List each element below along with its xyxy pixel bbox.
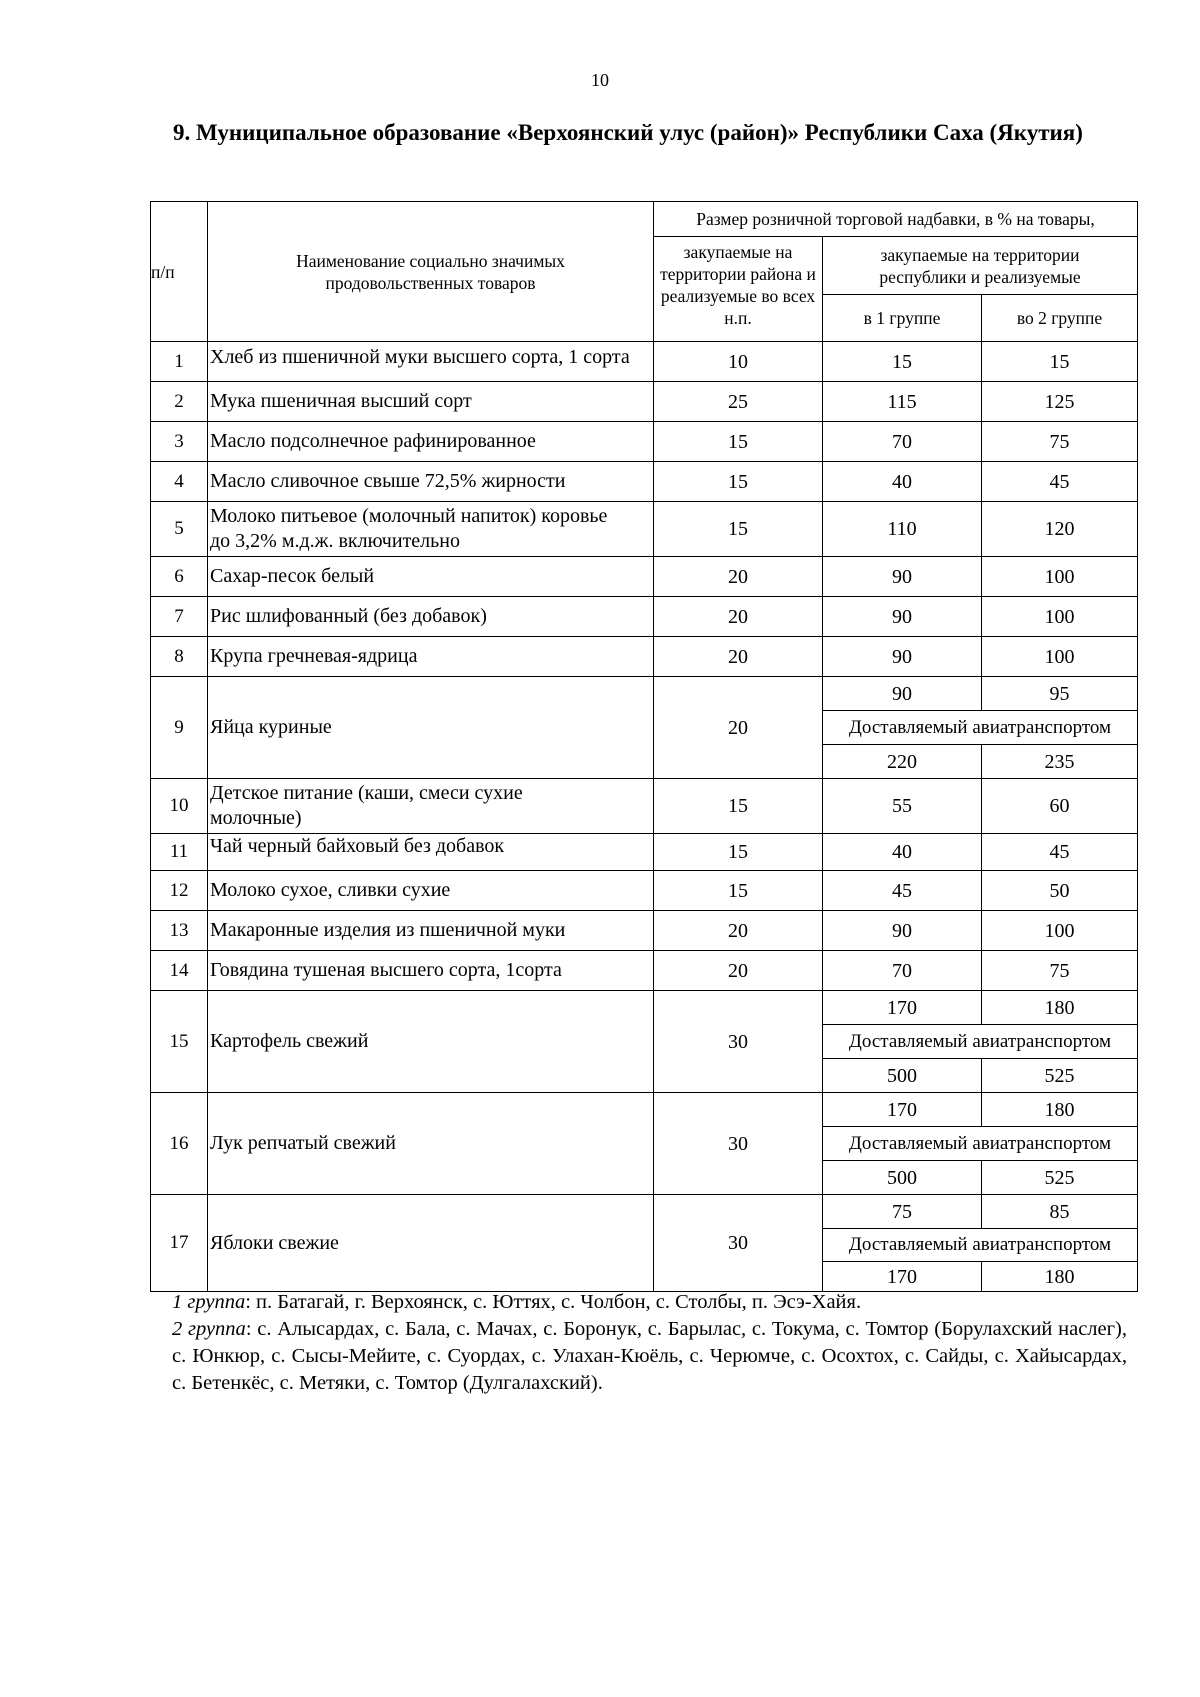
- product-name: Говядина тушеная высшего сорта, 1сорта: [208, 951, 654, 991]
- group2-markup: 75: [982, 951, 1138, 991]
- product-name: Хлеб из пшеничной муки высшего сорта, 1 сорта: [208, 342, 654, 382]
- district-markup: 20: [654, 597, 823, 637]
- air-group1-markup: 500: [823, 1161, 982, 1195]
- district-markup: 15: [654, 871, 823, 911]
- table-row: [151, 911, 1138, 951]
- group2-markup: 100: [982, 597, 1138, 637]
- table-row: [151, 382, 1138, 422]
- group1-markup: 45: [823, 871, 982, 911]
- air-group2-markup: 235: [982, 745, 1138, 779]
- header-republic: закупаемые на территории республики и реализуемые: [823, 237, 1138, 295]
- product-name: Масло подсолнечное рафинированное: [208, 422, 654, 462]
- product-name: Макаронные изделия из пшеничной муки: [208, 911, 654, 951]
- air-delivery-label: Доставляемый авиатранспортом: [823, 711, 1138, 745]
- row-number: 6: [151, 557, 208, 597]
- group1-note: [172, 1289, 1127, 1316]
- group1-markup: 70: [823, 951, 982, 991]
- district-markup: 20: [654, 677, 823, 779]
- row-number: 1: [151, 342, 208, 382]
- district-markup: 20: [654, 557, 823, 597]
- air-group1-markup: 500: [823, 1059, 982, 1093]
- row-number: 4: [151, 462, 208, 502]
- district-markup: 20: [654, 951, 823, 991]
- group1-markup: 90: [823, 911, 982, 951]
- group2-markup: 180: [982, 991, 1138, 1025]
- table-row: [151, 342, 1138, 382]
- group1-text: : п. Батагай, г. Верхоянск, с. Юттях, с. Чолбон, с. Столбы, п. Эсэ-Хайя.: [245, 1291, 862, 1313]
- table-row: [151, 834, 1138, 871]
- group2-text: : с. Алысардах, с. Бала, с. Мачах, с. Боронук, с. Барылас, с. Токума, с. Томтор (Борулахский наслег), с. Юнкюр, с. Сысы-Мейите, с. Суордах, с. Улахан-Кюёль, с. Черюмче, с. Осохтох, с. Сайды, с. Хайысардах, с. Бетенкёс, с. Метяки, с. Томтор (Дулгалахский).: [172, 1318, 1127, 1394]
- product-name: Детское питание (каши, смеси сухие молочные): [208, 779, 654, 834]
- air-group2-markup: 525: [982, 1161, 1138, 1195]
- product-name: Яблоки свежие: [208, 1195, 654, 1292]
- district-markup: 15: [654, 779, 823, 834]
- header-name: Наименование социально значимых продовольственных товаров: [208, 202, 654, 342]
- table-row: [151, 1195, 1138, 1229]
- row-number: 5: [151, 502, 208, 557]
- group1-markup: 40: [823, 834, 982, 871]
- table-row: [151, 677, 1138, 711]
- product-name: Молоко питьевое (молочный напиток) коровье до 3,2% м.д.ж. включительно: [208, 502, 654, 557]
- table-row: [151, 1093, 1138, 1127]
- group1-markup: 70: [823, 422, 982, 462]
- group2-markup: 120: [982, 502, 1138, 557]
- group1-markup: 170: [823, 1093, 982, 1127]
- row-number: 9: [151, 677, 208, 779]
- table-row: [151, 557, 1138, 597]
- table-row: [151, 779, 1138, 834]
- row-number: 12: [151, 871, 208, 911]
- district-markup: 30: [654, 991, 823, 1093]
- air-delivery-label: Доставляемый авиатранспортом: [823, 1127, 1138, 1161]
- row-number: 11: [151, 834, 208, 871]
- row-number: 13: [151, 911, 208, 951]
- group2-markup: 75: [982, 422, 1138, 462]
- group1-markup: 110: [823, 502, 982, 557]
- table-row: [151, 462, 1138, 502]
- group-notes: [172, 1289, 1127, 1397]
- group2-markup: 95: [982, 677, 1138, 711]
- group1-markup: 170: [823, 991, 982, 1025]
- group1-markup: 75: [823, 1195, 982, 1229]
- district-markup: 20: [654, 911, 823, 951]
- group2-markup: 100: [982, 911, 1138, 951]
- product-name: Яйца куриные: [208, 677, 654, 779]
- row-number: 17: [151, 1195, 208, 1292]
- table-row: [151, 502, 1138, 557]
- product-name: Масло сливочное свыше 72,5% жирности: [208, 462, 654, 502]
- header-group1: в 1 группе: [823, 295, 982, 342]
- district-markup: 15: [654, 422, 823, 462]
- group1-markup: 90: [823, 677, 982, 711]
- district-markup: 15: [654, 462, 823, 502]
- group2-markup: 125: [982, 382, 1138, 422]
- row-number: 2: [151, 382, 208, 422]
- district-markup: 20: [654, 637, 823, 677]
- air-delivery-label: Доставляемый авиатранспортом: [823, 1229, 1138, 1262]
- product-name: Мука пшеничная высший сорт: [208, 382, 654, 422]
- group1-markup: 115: [823, 382, 982, 422]
- product-name: Картофель свежий: [208, 991, 654, 1093]
- group2-markup: 100: [982, 557, 1138, 597]
- product-name: Лук репчатый свежий: [208, 1093, 654, 1195]
- row-number: 14: [151, 951, 208, 991]
- header-markup: Размер розничной торговой надбавки, в % на товары,: [654, 202, 1138, 237]
- table-row: [151, 422, 1138, 462]
- air-delivery-label: Доставляемый авиатранспортом: [823, 1025, 1138, 1059]
- group2-markup: 100: [982, 637, 1138, 677]
- group1-markup: 90: [823, 597, 982, 637]
- group2-markup: 45: [982, 834, 1138, 871]
- table-row: [151, 871, 1138, 911]
- row-number: 16: [151, 1093, 208, 1195]
- district-markup: 30: [654, 1195, 823, 1292]
- group2-label: 2 группа: [172, 1318, 246, 1340]
- air-group2-markup: 525: [982, 1059, 1138, 1093]
- product-name: Сахар-песок белый: [208, 557, 654, 597]
- group1-markup: 40: [823, 462, 982, 502]
- group1-markup: 90: [823, 637, 982, 677]
- air-group1-markup: 170: [823, 1262, 982, 1292]
- district-markup: 15: [654, 834, 823, 871]
- row-number: 8: [151, 637, 208, 677]
- group1-label: 1 группа: [172, 1291, 246, 1313]
- product-name: Чай черный байховый без добавок: [208, 834, 654, 871]
- district-markup: 30: [654, 1093, 823, 1195]
- district-markup: 15: [654, 502, 823, 557]
- row-number: 3: [151, 422, 208, 462]
- row-number: 15: [151, 991, 208, 1093]
- group2-markup: 60: [982, 779, 1138, 834]
- group1-markup: 15: [823, 342, 982, 382]
- table-row: [151, 951, 1138, 991]
- header-num: п/п: [151, 202, 208, 342]
- group2-markup: 50: [982, 871, 1138, 911]
- air-group1-markup: 220: [823, 745, 982, 779]
- header-district: закупаемые на территории района и реализуемые во всех н.п.: [654, 237, 823, 342]
- product-name: Молоко сухое, сливки сухие: [208, 871, 654, 911]
- row-number: 7: [151, 597, 208, 637]
- group1-markup: 55: [823, 779, 982, 834]
- header-group2: во 2 группе: [982, 295, 1138, 342]
- district-markup: 25: [654, 382, 823, 422]
- group1-markup: 90: [823, 557, 982, 597]
- group2-markup: 15: [982, 342, 1138, 382]
- table-row: [151, 991, 1138, 1025]
- markup-table: [150, 201, 1138, 1292]
- section-heading: 9. Муниципальное образование «Верхоянский улус (район)» Республики Саха (Якутия): [173, 120, 1083, 145]
- group2-markup: 180: [982, 1093, 1138, 1127]
- product-name: Крупа гречневая-ядрица: [208, 637, 654, 677]
- row-number: 10: [151, 779, 208, 834]
- table-row: [151, 637, 1138, 677]
- district-markup: 10: [654, 342, 823, 382]
- page-number: 10: [591, 70, 609, 90]
- product-name: Рис шлифованный (без добавок): [208, 597, 654, 637]
- group2-note: [172, 1316, 1127, 1397]
- group2-markup: 85: [982, 1195, 1138, 1229]
- table-row: [151, 597, 1138, 637]
- group2-markup: 45: [982, 462, 1138, 502]
- air-group2-markup: 180: [982, 1262, 1138, 1292]
